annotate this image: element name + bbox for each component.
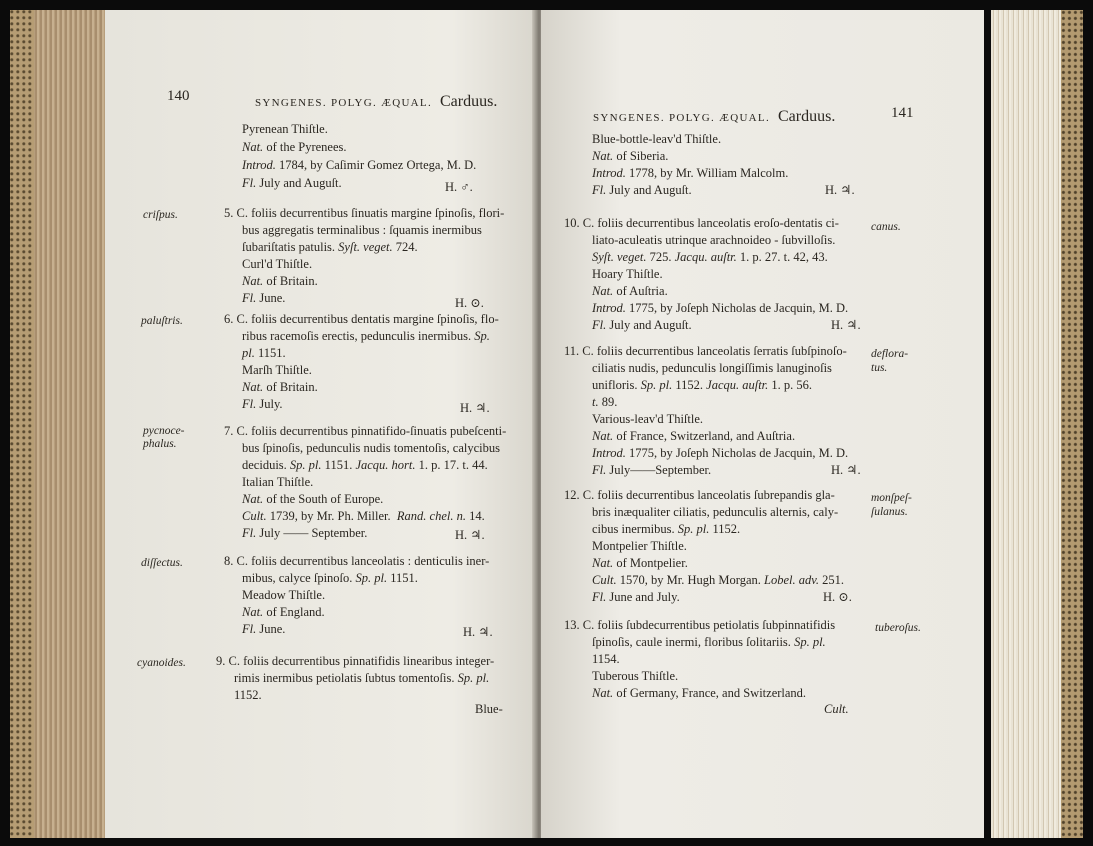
species-name: tuberoſus.: [875, 622, 921, 634]
page-number: 140: [167, 88, 190, 104]
text-line: 5. C. foliis decurrentibus ſinuatis margine ſpinoſis, flori-: [224, 206, 505, 220]
hardiness: H. ♃.: [831, 463, 861, 477]
catchword: Blue-: [475, 702, 503, 716]
hardiness: H. ♃.: [831, 318, 861, 332]
text-line: rimis inermibus petiolatis ſubtus tomentoſis. Sp. pl.: [234, 671, 490, 685]
text-line: Fl. June and July.: [592, 590, 680, 604]
text-line: Introd. 1778, by Mr. William Malcolm.: [592, 166, 789, 180]
running-head: SYNGENES. POLYG. ÆQUAL. Carduus.: [593, 108, 836, 125]
text-line: Fl. June.: [242, 291, 286, 305]
catchword: Cult.: [824, 702, 849, 716]
text-line: Meadow Thiſtle.: [242, 588, 326, 602]
book-edge-right: [991, 10, 1083, 838]
text-line: cibus inermibus. Sp. pl. 1152.: [592, 522, 741, 536]
species-name: canus.: [871, 221, 901, 233]
text-line: Nat. of the Pyrenees.: [242, 140, 347, 154]
text-line: Syſt. veget. 725. Jacqu. auſtr. 1. p. 27. t. 42, 43.: [592, 250, 828, 264]
text-line: Fl. July and Auguſt.: [592, 318, 692, 332]
text-line: mibus, calyce ſpinoſo. Sp. pl. 1151.: [242, 571, 418, 585]
species-name: paluſtris.: [141, 315, 183, 327]
text-line: Hoary Thiſtle.: [592, 267, 663, 281]
text-line: Introd. 1775, by Joſeph Nicholas de Jacquin, M. D.: [592, 301, 849, 315]
text-line: bus aggregatis terminalibus : ſquamis inermibus: [242, 223, 482, 237]
text-line: Nat. of Britain.: [242, 274, 318, 288]
text-line: Tuberous Thiſtle.: [592, 669, 679, 683]
text-line: Nat. of the South of Europe.: [242, 492, 384, 506]
text-line: Nat. of France, Switzerland, and Auſtria.: [592, 429, 796, 443]
species-name: ſulanus.: [871, 506, 908, 518]
text-line: t. 89.: [592, 395, 618, 409]
hardiness: H. ♃.: [455, 528, 485, 542]
hardiness: H. ♃.: [460, 401, 490, 415]
text-line: Introd. 1784, by Caſimir Gomez Ortega, M. D.: [242, 158, 477, 172]
hardiness: H. ♂.: [445, 180, 473, 194]
text-line: pl. 1151.: [242, 346, 286, 360]
hardiness: H. ♃.: [463, 625, 493, 639]
text-line: Nat. of England.: [242, 605, 325, 619]
text-line: Nat. of Germany, France, and Switzerland.: [592, 686, 807, 700]
text-line: Introd. 1775, by Joſeph Nicholas de Jacquin, M. D.: [592, 446, 849, 460]
text-line: Italian Thiſtle.: [242, 475, 314, 489]
text-line: liato-aculeatis utrinque arachnoideo - ſubvilloſis.: [592, 233, 836, 247]
left-page: [105, 10, 539, 838]
text-line: ciliatis nudis, pedunculis longiſſimis lanuginoſis: [592, 361, 832, 375]
species-name: deflora-: [871, 348, 909, 360]
text-line: 8. C. foliis decurrentibus lanceolatis : denticulis iner-: [224, 554, 490, 568]
text-line: Cult. 1739, by Mr. Ph. Miller. Rand. chel. n. 14.: [242, 509, 485, 523]
text-line: 12. C. foliis decurrentibus lanceolatis ſubrepandis gla-: [564, 488, 835, 502]
text-line: Nat. of Siberia.: [592, 149, 669, 163]
text-line: ſubariſtatis patulis. Syſt. veget. 724.: [242, 240, 418, 254]
text-line: 11. C. foliis decurrentibus lanceolatis ſerratis ſubſpinoſo-: [564, 344, 847, 358]
text-line: Pyrenean Thiſtle.: [242, 122, 328, 136]
species-name: cyanoides.: [137, 657, 186, 669]
text-line: bus ſpinoſis, pedunculis nudis tomentoſis, calycibus: [242, 441, 500, 455]
text-line: Fl. July and Auguſt.: [242, 176, 342, 190]
text-line: Fl. July——September.: [592, 463, 712, 477]
text-line: Blue-bottle-leav'd Thiſtle.: [592, 132, 722, 146]
right-page: [541, 10, 984, 838]
text-line: Curl'd Thiſtle.: [242, 257, 313, 271]
text-line: 7. C. foliis decurrentibus pinnatifido-ſinuatis pubeſcenti-: [224, 424, 507, 438]
species-name: pycnoce-: [143, 425, 185, 437]
species-name: phalus.: [143, 438, 177, 450]
text-line: Cult. 1570, by Mr. Hugh Morgan. Lobel. adv. 251.: [592, 573, 844, 587]
hardiness: H. ⊙.: [823, 590, 852, 604]
page-number: 141: [891, 105, 914, 121]
text-line: Montpelier Thiſtle.: [592, 539, 687, 553]
text-line: 10. C. foliis decurrentibus lanceolatis eroſo-dentatis ci-: [564, 216, 839, 230]
running-head: SYNGENES. POLYG. ÆQUAL. Carduus.: [255, 93, 498, 110]
hardiness: H. ♃.: [825, 183, 855, 197]
text-line: Marſh Thiſtle.: [242, 363, 312, 377]
text-line: ſpinoſis, caule inermi, floribus ſolitariis. Sp. pl.: [592, 635, 826, 649]
text-line: Nat. of Britain.: [242, 380, 318, 394]
text-line: deciduis. Sp. pl. 1151. Jacqu. hort. 1. p. 17. t. 44.: [242, 458, 488, 472]
species-name: tus.: [871, 362, 888, 374]
species-name: monſpeſ-: [871, 492, 912, 504]
species-name: criſpus.: [143, 209, 178, 221]
text-line: 6. C. foliis decurrentibus dentatis margine ſpinoſis, flo-: [224, 312, 499, 326]
text-line: 1154.: [592, 652, 620, 666]
text-line: bris inæqualiter ciliatis, pedunculis alternis, caly-: [592, 505, 839, 519]
species-name: diſſectus.: [141, 557, 183, 569]
text-line: Fl. July —— September.: [242, 526, 368, 540]
hardiness: H. ⊙.: [455, 296, 484, 310]
text-line: unifloris. Sp. pl. 1152. Jacqu. auſtr. 1. p. 56.: [592, 378, 813, 392]
text-line: Fl. July and Auguſt.: [592, 183, 692, 197]
text-line: Various-leav'd Thiſtle.: [592, 412, 704, 426]
book-edge-left: [10, 10, 110, 838]
text-line: ribus racemoſis erectis, pedunculis inermibus. Sp.: [242, 329, 490, 343]
text-line: Nat. of Montpelier.: [592, 556, 688, 570]
text-line: Fl. June.: [242, 622, 286, 636]
text-line: 9. C. foliis decurrentibus pinnatifidis linearibus integer-: [216, 654, 495, 668]
text-line: 1152.: [234, 688, 262, 702]
text-line: 13. C. foliis ſubdecurrentibus petiolatis ſubpinnatifidis: [564, 618, 836, 632]
text-line: Nat. of Auſtria.: [592, 284, 668, 298]
text-line: Fl. July.: [242, 397, 283, 411]
